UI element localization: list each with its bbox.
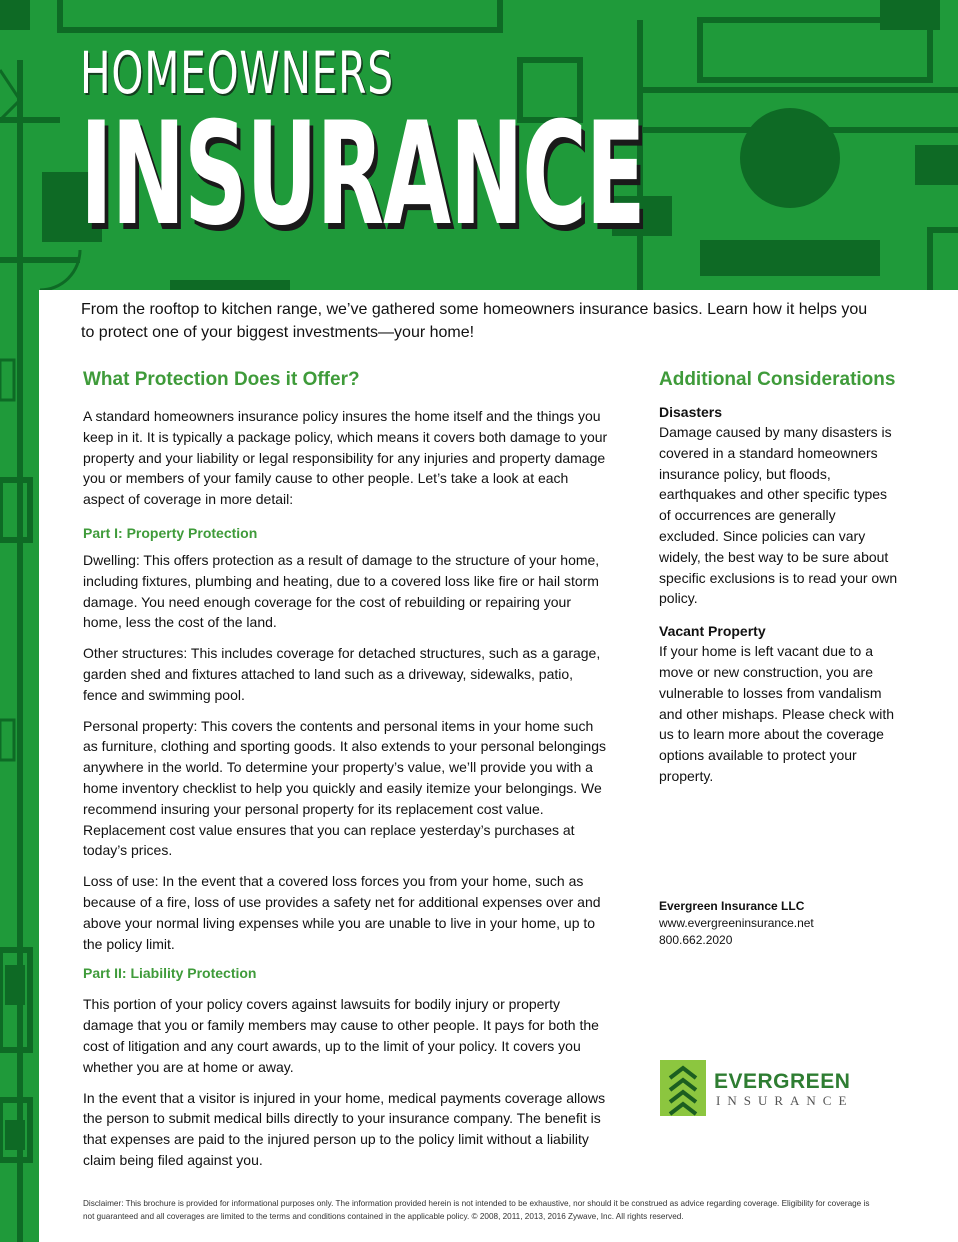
disasters-heading: Disasters bbox=[659, 404, 723, 420]
part1-heading: Part I: Property Protection bbox=[83, 524, 258, 541]
medical-payments-paragraph: In the event that a visitor is injured in your home, medical payments coverage allows the person to submit medical bills directly to your insurance company. The benefit is that expenses are paid to the injured person up to the policy limit without a liability claim being filed against you. bbox=[83, 1089, 606, 1168]
evergreen-logo bbox=[660, 1060, 870, 1116]
side-heading: Additional Considerations bbox=[659, 369, 896, 390]
vacant-property-heading: Vacant Property bbox=[659, 623, 766, 640]
title-insurance: INSURANCE bbox=[80, 92, 645, 257]
other-structures-paragraph: Other structures: This includes coverage for detached structures, such as a garage, garden shed and fixtures attached to land such as a driveway, sidewalks, patio, fence and swimming pool. bbox=[83, 645, 601, 703]
logo-word-evergreen: EVERGREEN bbox=[714, 1070, 851, 1093]
liability-paragraph: This portion of your policy covers against lawsuits for bodily injury or property damage that you or family members may cause to other people. It pays for both the cost of litigation and any court awards, up to the limit of your policy. It covers you whether you are at home or away. bbox=[83, 996, 599, 1075]
website-link[interactable]: www.evergreeninsurance.net bbox=[659, 916, 814, 930]
main-lead-paragraph: A standard homeowners insurance policy insures the home itself and the things you keep in it. It is typically a package policy, which means it covers both damage to your property and your liability or legal responsibility for any injuries and property damage you or members of your family cause to other people. Let’s take a look at each aspect of coverage in more detail: bbox=[83, 408, 608, 508]
vacant-property-text: If your home is left vacant due to a move or new construction, you are vulnerable to losses from vandalism and other mishaps. Please check with us to learn more about the coverage options available to protect your property. bbox=[659, 643, 895, 784]
logo-word-insurance: INSURANCE bbox=[716, 1093, 854, 1108]
phone-number: 800.662.2020 bbox=[659, 933, 733, 947]
dwelling-paragraph: Dwelling: This offers protection as a result of damage to the structure of your home, including fixtures, plumbing and heating, due to a covered loss like fire or hail storm damage. You need enough coverage for the cost of rebuilding or repairing your home, less the cost of the land. bbox=[83, 551, 600, 631]
header-title bbox=[80, 38, 958, 257]
evergreen-chevrons-icon bbox=[660, 1060, 706, 1116]
side-column bbox=[659, 368, 899, 799]
company-name: Evergreen Insurance LLC bbox=[659, 899, 805, 913]
main-heading: What Protection Does it Offer? bbox=[83, 369, 360, 390]
contact-block bbox=[659, 898, 814, 949]
intro-text: From the rooftop to kitchen range, we’ve gathered some homeowners insurance basics. Learn how it helps you to protect one of your biggest investments—your home! bbox=[81, 301, 868, 341]
disclaimer: Disclaimer: This brochure is provided for informational purposes only. The information provided herein is not intended to be exhaustive, nor should it be construed as advice regarding coverage. Eligibility for coverage is not guaranteed and all coverages are limited to the terms and conditions contained in the applicable policy. © 2008, 2011, 2013, 2016 Zywave, Inc. All rights reserved. bbox=[83, 1199, 870, 1221]
main-column bbox=[83, 368, 608, 1181]
title-homeowners: HOMEOWNERS bbox=[80, 39, 394, 107]
loss-of-use-paragraph: Loss of use: In the event that a covered loss forces you from your home, such as because of a fire, loss of use provides a safety net for additional expenses over and above your normal living expenses while you are unable to live in your home, up to the policy limit. bbox=[83, 873, 601, 952]
disasters-text: Damage caused by many disasters is covered in a standard homeowners insurance policy, but floods, earthquakes and other specific types of occurrences are generally excluded. Since policies can vary widely, the best way to be sure about specific exclusions is to read your own policy. bbox=[659, 424, 898, 607]
part2-heading: Part II: Liability Protection bbox=[83, 965, 257, 982]
personal-property-paragraph: Personal property: This covers the contents and personal items in your home such as furniture, clothing and sporting goods. It also extends to your personal belongings anywhere in the world. To determine your property’s value, we’ll provide you with a home inventory checklist to help you quickly and easily itemize your belongings. We recommend insuring your personal property for its replacement cost value. Replacement cost value ensures that you can replace yesterday’s purchases at today’s prices. bbox=[83, 717, 606, 859]
